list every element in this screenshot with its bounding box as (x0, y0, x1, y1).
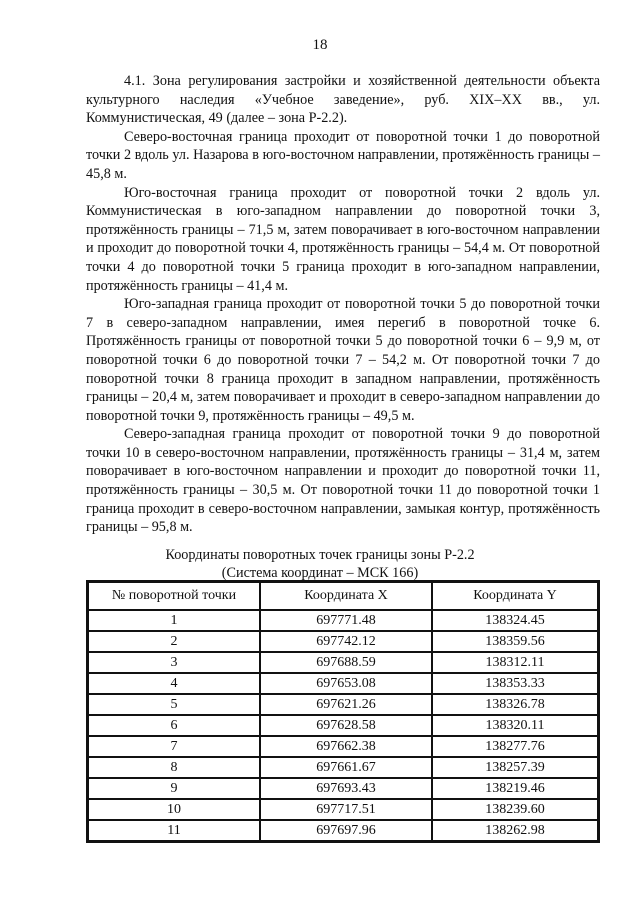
table-row (88, 694, 598, 715)
cell-point: 8 (88, 757, 260, 778)
table-caption-subtitle: (Система координат – МСК 166) (221, 565, 419, 581)
cell-x: 697697.96 (260, 820, 432, 841)
cell-point: 2 (88, 631, 260, 652)
cell-x: 697688.59 (260, 652, 432, 673)
cell-y: 138262.98 (432, 820, 598, 841)
header-coordinate-y: Координата Y (432, 582, 598, 610)
table-row (88, 820, 598, 841)
table-row (88, 778, 598, 799)
table-caption (0, 546, 640, 582)
cell-point: 10 (88, 799, 260, 820)
cell-x: 697653.08 (260, 673, 432, 694)
paragraph-northeast-border: Северо-восточная граница проходит от поворотной точки 1 до поворотной точки 2 вдоль ул. Назарова в юго-восточном направлении, протяжённость границы – 45,8 м. (86, 128, 600, 182)
table-row (88, 757, 598, 778)
cell-x: 697742.12 (260, 631, 432, 652)
header-coordinate-x: Координата X (260, 582, 432, 610)
paragraph-northwest-border: Северо-западная граница проходит от поворотной точки 9 до поворотной точки 10 в северо-восточном направлении, протяжённость границы – 31,4 м, затем поворачивает в юго-восточном направлении и проходит до поворотной точки 11, протяжённость границы – 30,5 м. От поворотной точки 11 до поворотной точки 1 граница проходит в северо-восточном направлении, замыкая контур, протяжённость границы – 95,8 м. (86, 426, 600, 536)
cell-x: 697662.38 (260, 736, 432, 757)
cell-x: 697628.58 (260, 715, 432, 736)
table-row (88, 610, 598, 631)
cell-y: 138219.46 (432, 778, 598, 799)
table-caption-title: Координаты поворотных точек границы зоны Р-2.2 (165, 547, 475, 563)
paragraph-southeast-border: Юго-восточная граница проходит от поворотной точки 2 вдоль ул. Коммунистическая в юго-западном направлении до поворотной точки 3, протяжённость границы – 71,5 м, затем поворачивает в юго-восточном направлении и проходит до поворотной точки 4, протяжённость границы – 54,4 м. От поворотной точки 4 до поворотной точки 5 граница проходит в юго-западном направлении, протяжённость границы – 41,4 м. (86, 184, 600, 294)
cell-y: 138359.56 (432, 631, 598, 652)
cell-x: 697661.67 (260, 757, 432, 778)
cell-y: 138312.11 (432, 652, 598, 673)
cell-y: 138239.60 (432, 799, 598, 820)
page-number: 18 (312, 37, 328, 53)
table-row (88, 736, 598, 757)
cell-y: 138277.76 (432, 736, 598, 757)
cell-y: 138326.78 (432, 694, 598, 715)
cell-y: 138320.11 (432, 715, 598, 736)
cell-point: 11 (88, 820, 260, 841)
cell-point: 5 (88, 694, 260, 715)
cell-x: 697621.26 (260, 694, 432, 715)
coordinates-table (86, 580, 600, 843)
cell-x: 697771.48 (260, 610, 432, 631)
table-row (88, 673, 598, 694)
header-point-number: № поворотной точки (88, 582, 260, 610)
table-row (88, 652, 598, 673)
table-row (88, 799, 598, 820)
paragraph-southwest-border: Юго-западная граница проходит от поворотной точки 5 до поворотной точки 7 в северо-западном направлении, имея перегиб в поворотной точке 6. Протяжённость границы от поворотной точки 5 до поворотной точки 6 – 9,9 м, от поворотной точки 6 до поворотной точки 7 – 54,2 м. От поворотной точки 7 до поворотной точки 8 граница проходит в западном направлении, протяжённость границы – 20,4 м, затем поворачивает и проходит в северо-западном направлении до поворотной точки 9, протяжённость границы – 49,5 м. (86, 296, 600, 424)
cell-y: 138353.33 (432, 673, 598, 694)
table-row (88, 631, 598, 652)
cell-point: 4 (88, 673, 260, 694)
cell-point: 1 (88, 610, 260, 631)
cell-point: 6 (88, 715, 260, 736)
cell-y: 138257.39 (432, 757, 598, 778)
cell-point: 3 (88, 652, 260, 673)
cell-y: 138324.45 (432, 610, 598, 631)
paragraph-zone-definition: 4.1. Зона регулирования застройки и хозяйственной деятельности объекта культурного наследия «Учебное заведение», руб. XIX–XX вв., ул. Коммунистическая, 49 (далее – зона Р-2.2). (86, 73, 600, 127)
cell-x: 697717.51 (260, 799, 432, 820)
table-header-row (88, 582, 598, 610)
cell-point: 9 (88, 778, 260, 799)
table-row (88, 715, 598, 736)
cell-point: 7 (88, 736, 260, 757)
cell-x: 697693.43 (260, 778, 432, 799)
document-body (86, 72, 600, 537)
